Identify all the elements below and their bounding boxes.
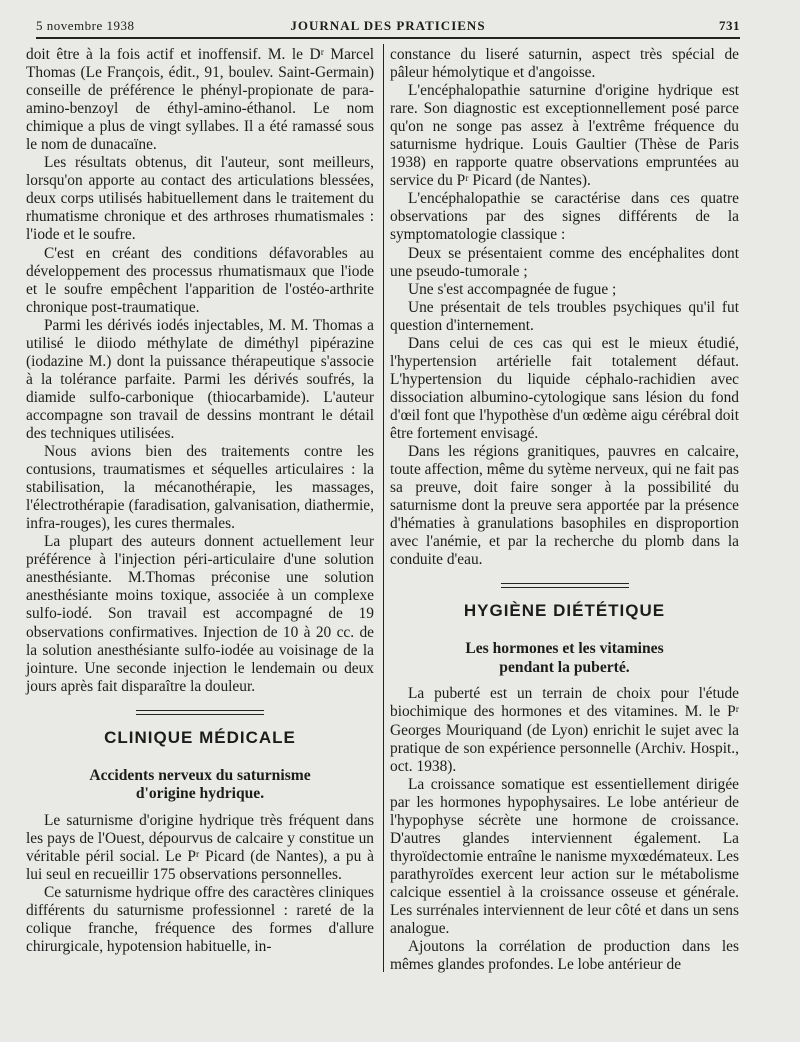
paragraph: Le saturnisme d'origine hydrique très fréquent dans les pays de l'Ouest, dépourvus de calcaire y constitue un véritable péril social. Le Pʳ Picard (de Nantes), a pu à lui seul en recueillir 175 observations personnelles. [26, 811, 374, 883]
section-heading: CLINIQUE MÉDICALE [104, 727, 296, 747]
column-rule [383, 44, 384, 972]
right-column [390, 46, 739, 974]
paragraph: Dans celui de ces cas qui est le mieux étudié, l'hypertension artérielle fait totalement défaut. L'hypertension du liquide céphalo-rachidien avec dissociation albumino-cytologique sans lésion du fond d'œil font que l'hypothèse d'un œdème aigu cérébral doit être fortement envisagé. [390, 334, 739, 442]
paragraph: Les résultats obtenus, dit l'auteur, sont meilleurs, lorsqu'on apporte au contact des articulations blessées, deux corps utilisés habituellement dans le traitement du rhumatisme chronique et des arthroses rhumatismales : l'iode et le soufre. [26, 154, 374, 244]
paragraph: Une présentait de tels troubles psychiques qu'il fut question d'internement. [390, 298, 739, 334]
section-heading: HYGIÈNE DIÉTÉTIQUE [463, 601, 666, 621]
paragraph: Nous avions bien des traitements contre les contusions, traumatismes et séquelles articulaires : la stabilisation, la mécanothérapie, les massages, l'électrothérapie (faradisation, galvanisation, diathermie, infra-rouges), les cures thermales. [26, 443, 374, 533]
header-rule [36, 37, 740, 39]
paragraph: Ajoutons la corrélation de production dans les mêmes glandes profondes. Le lobe antérieur de [390, 938, 739, 974]
article-title-line: d'origine hydrique. [135, 785, 265, 803]
paragraph: Ce saturnisme hydrique offre des caractères cliniques différents du saturnisme professionnel : rareté de la colique franche, fréquence des formes d'allure chirurgicale, hypotension habituelle, in- [26, 883, 374, 956]
page-number: 731 [719, 18, 740, 33]
article-title [26, 767, 374, 804]
paragraph: Dans les régions granitiques, pauvres en calcaire, toute affection, même du sytème nerveux, qui ne fait pas sa preuve, doit faire songer à la possibilité du saturnisme dont la preuve sera apportée par la présence d'hématies à granulations basophiles en disproportion avec l'anémie, et par la recherche du plomb dans la conduite d'eau. [390, 443, 739, 569]
paragraph: Parmi les dérivés iodés injectables, M. M. Thomas a utilisé le diiodo méthylate de diméthyl pipérazine (iodazine M.) dont la puissance thérapeutique s'associe à la tolérance parfaite. Parmi les dérivés soufrés, la diamide sulfo-carbonique (thiocarbamide). L'auteur accompagne son travail de dessins montrant le détail des techniques utilisées. [26, 316, 374, 442]
journal-title: JOURNAL DES PRATICIENS [290, 18, 486, 33]
paragraph: Deux se présentaient comme des encéphalites dont une pseudo-tumorale ; [390, 244, 739, 280]
left-column [26, 46, 374, 956]
paragraph: C'est en créant des conditions défavorables au développement des processus rhumatismaux que l'iode et le soufre empêchent l'apparition de l'ostéo-arthrite chronique post-traumatique. [26, 244, 374, 316]
paragraph: L'encéphalopathie saturnine d'origine hydrique est rare. Son diagnostic est exceptionnellement posé parce qu'on ne songe pas assez à l'extrême fréquence du saturnisme hydrique. Louis Gaultier (Thèse de Paris 1938) en rapporte quatre observations empruntées au service du Pʳ Picard (de Nantes). [390, 82, 739, 190]
paragraph: La plupart des auteurs donnent actuellement leur préférence à l'injection péri-articulaire d'une solution anesthésiante. M.Thomas préconise une solution anesthésiante moins toxique, associée à un complexe sulfo-iodé. Son travail est accompagné de 19 observations confirmatives. Injection de 10 à 20 cc. de la solution anesthésiante sulfo-iodée au voisinage de la jointure. Une seconde injection le lendemain ou deux jours après fait disparaître la douleur. [26, 533, 374, 695]
paragraph: La croissance somatique est essentiellement dirigée par les hormones hypophysaires. Le lobe antérieur de l'hypophyse sécrète une hormone de croissance. D'autres glandes interviennent également. La thyroïdectomie entraîne le nanisme myxœdémateux. Les parathyroïdes exercent leur action sur le métabolisme calcique essentiel à la croissance osseuse et générale. Les surrénales interviennent de leur côté et dans un sens analogue. [390, 775, 739, 938]
paragraph: doit être à la fois actif et inoffensif. M. le Dʳ Marcel Thomas (Le François, édit., 91, boulev. Saint-Germain) conseille de préférence le phényl-propionate de para-amino-benzoyl de éthyl-amino-éthanol. Le nom chimique a plus de vingt syllabes. Il a été ramassé sous le nom de dunacaïne. [26, 46, 374, 154]
article-title-line: Accidents nerveux du saturnisme [89, 766, 311, 784]
section-separator [501, 583, 629, 588]
paragraph: Une s'est accompagnée de fugue ; [408, 280, 617, 298]
section-separator [136, 710, 264, 715]
article-title-line: Les hormones et les vitamines [465, 640, 664, 658]
article-title-line: pendant la puberté. [499, 658, 630, 676]
paragraph: constance du liseré saturnin, aspect très spécial de pâleur hémolytique et d'angoisse. [390, 46, 739, 82]
issue-date: 5 novembre 1938 [36, 18, 135, 33]
paragraph: La puberté est un terrain de choix pour l'étude biochimique des hormones et des vitamines. M. le Pʳ Georges Mouriquand (de Lyon) enrichit le sujet avec la pratique de son expérience personnelle (Archiv. Hospit., oct. 1938). [390, 685, 739, 775]
article-title [390, 640, 739, 677]
paragraph: L'encéphalopathie se caractérise dans ces quatre observations par des signes différents de la symptomatologie classique : [390, 190, 739, 244]
